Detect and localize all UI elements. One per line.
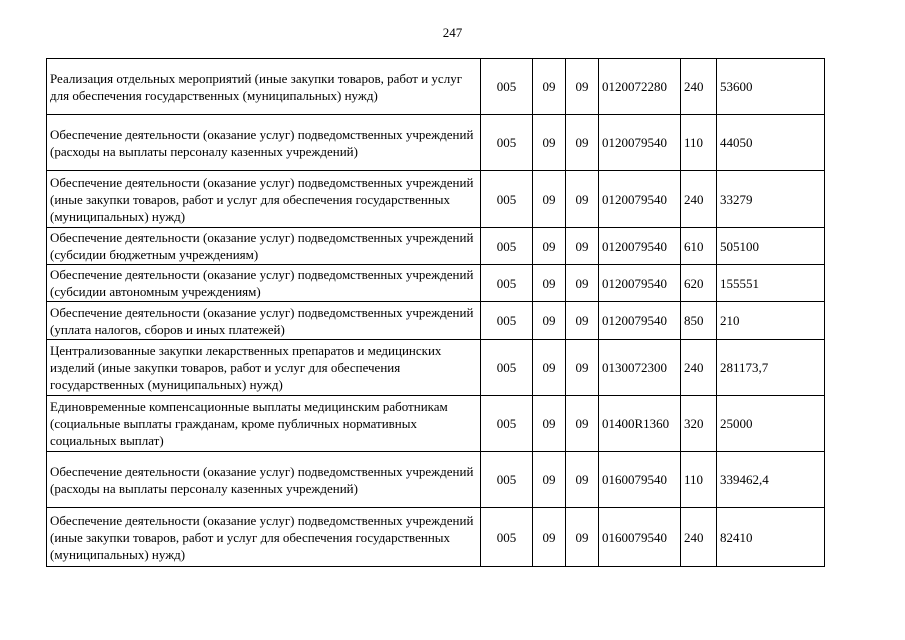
subsection-cell: 09 — [566, 228, 599, 265]
amount-cell: 25000 — [717, 396, 825, 452]
amount-cell: 53600 — [717, 59, 825, 115]
amount-cell: 339462,4 — [717, 452, 825, 508]
table-row — [47, 302, 825, 340]
section-cell: 09 — [533, 228, 566, 265]
page-number: 247 — [442, 25, 463, 40]
expense-name-cell: Обеспечение деятельности (оказание услуг) подведомственных учреждений (расходы на выплаты персоналу казенных учреждений) — [47, 115, 481, 171]
target-article-cell: 0130072300 — [599, 340, 681, 396]
expense-type-cell: 240 — [681, 340, 717, 396]
expense-type-cell: 620 — [681, 265, 717, 302]
subsection-cell: 09 — [566, 452, 599, 508]
subsection-cell: 09 — [566, 171, 599, 228]
target-article-cell: 0120072280 — [599, 59, 681, 115]
table-row — [47, 452, 825, 508]
expense-type-cell: 110 — [681, 115, 717, 171]
subsection-cell: 09 — [566, 508, 599, 567]
subsection-cell: 09 — [566, 265, 599, 302]
amount-cell: 281173,7 — [717, 340, 825, 396]
expense-name-cell: Централизованные закупки лекарственных препаратов и медицинских изделий (иные закупки товаров, работ и услуг для обеспечения государственных (муниципальных) нужд) — [47, 340, 481, 396]
grbs-cell: 005 — [481, 340, 533, 396]
section-cell: 09 — [533, 115, 566, 171]
amount-cell: 44050 — [717, 115, 825, 171]
expense-type-cell: 240 — [681, 59, 717, 115]
table-row — [47, 340, 825, 396]
amount-cell: 82410 — [717, 508, 825, 567]
subsection-cell: 09 — [566, 396, 599, 452]
amount-cell: 155551 — [717, 265, 825, 302]
grbs-cell: 005 — [481, 396, 533, 452]
section-cell: 09 — [533, 265, 566, 302]
subsection-cell: 09 — [566, 115, 599, 171]
budget-table — [46, 58, 825, 567]
target-article-cell: 0120079540 — [599, 302, 681, 340]
expense-type-cell: 850 — [681, 302, 717, 340]
grbs-cell: 005 — [481, 171, 533, 228]
grbs-cell: 005 — [481, 302, 533, 340]
table-row — [47, 265, 825, 302]
subsection-cell: 09 — [566, 302, 599, 340]
section-cell: 09 — [533, 340, 566, 396]
target-article-cell: 0160079540 — [599, 508, 681, 567]
table-row — [47, 508, 825, 567]
amount-cell: 210 — [717, 302, 825, 340]
expense-name-cell: Обеспечение деятельности (оказание услуг) подведомственных учреждений (субсидии бюджетным учреждениям) — [47, 228, 481, 265]
expense-name-cell: Обеспечение деятельности (оказание услуг) подведомственных учреждений (уплата налогов, сборов и иных платежей) — [47, 302, 481, 340]
expense-name-cell: Обеспечение деятельности (оказание услуг) подведомственных учреждений (иные закупки товаров, работ и услуг для обеспечения государственных (муниципальных) нужд) — [47, 171, 481, 228]
target-article-cell: 0120079540 — [599, 265, 681, 302]
table-row — [47, 228, 825, 265]
expense-type-cell: 320 — [681, 396, 717, 452]
subsection-cell: 09 — [566, 59, 599, 115]
subsection-cell: 09 — [566, 340, 599, 396]
section-cell: 09 — [533, 59, 566, 115]
expense-name-cell: Обеспечение деятельности (оказание услуг) подведомственных учреждений (иные закупки товаров, работ и услуг для обеспечения государственных (муниципальных) нужд) — [47, 508, 481, 567]
table-row — [47, 396, 825, 452]
section-cell: 09 — [533, 396, 566, 452]
grbs-cell: 005 — [481, 228, 533, 265]
grbs-cell: 005 — [481, 265, 533, 302]
section-cell: 09 — [533, 302, 566, 340]
expense-name-cell: Единовременные компенсационные выплаты медицинским работникам (социальные выплаты гражданам, кроме публичных нормативных социальных выплат) — [47, 396, 481, 452]
section-cell: 09 — [533, 171, 566, 228]
table-row — [47, 171, 825, 228]
amount-cell: 33279 — [717, 171, 825, 228]
target-article-cell: 0160079540 — [599, 452, 681, 508]
expense-type-cell: 240 — [681, 171, 717, 228]
table-row — [47, 115, 825, 171]
target-article-cell: 0120079540 — [599, 115, 681, 171]
section-cell: 09 — [533, 452, 566, 508]
grbs-cell: 005 — [481, 59, 533, 115]
grbs-cell: 005 — [481, 508, 533, 567]
target-article-cell: 0120079540 — [599, 171, 681, 228]
amount-cell: 505100 — [717, 228, 825, 265]
table-row — [47, 59, 825, 115]
target-article-cell: 01400R1360 — [599, 396, 681, 452]
grbs-cell: 005 — [481, 115, 533, 171]
expense-name-cell: Реализация отдельных мероприятий (иные закупки товаров, работ и услуг для обеспечения государственных (муниципальных) нужд) — [47, 59, 481, 115]
section-cell: 09 — [533, 508, 566, 567]
expense-type-cell: 240 — [681, 508, 717, 567]
grbs-cell: 005 — [481, 452, 533, 508]
expense-name-cell: Обеспечение деятельности (оказание услуг) подведомственных учреждений (расходы на выплаты персоналу казенных учреждений) — [47, 452, 481, 508]
expense-type-cell: 610 — [681, 228, 717, 265]
expense-name-cell: Обеспечение деятельности (оказание услуг) подведомственных учреждений (субсидии автономным учреждениям) — [47, 265, 481, 302]
expense-type-cell: 110 — [681, 452, 717, 508]
target-article-cell: 0120079540 — [599, 228, 681, 265]
